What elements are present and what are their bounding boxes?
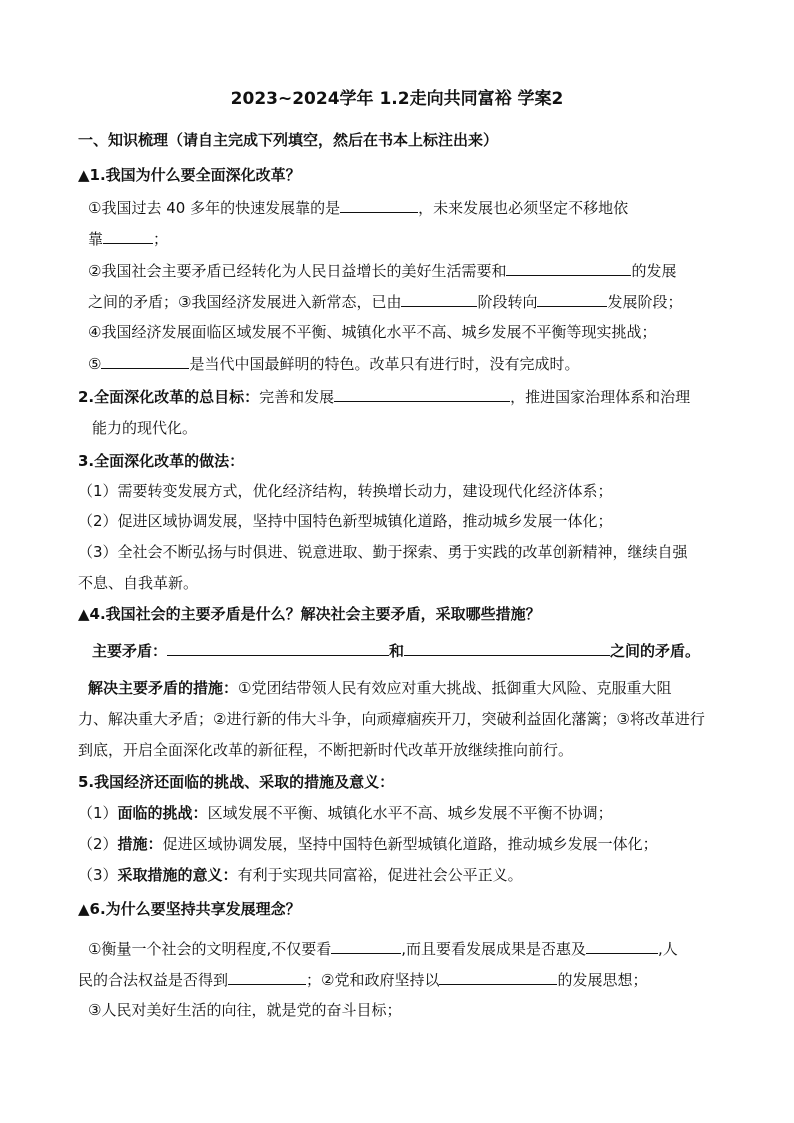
page-title: 2023~2024学年 1.2走向共同富裕 学案2 bbox=[230, 89, 564, 109]
fill-blank[interactable] bbox=[340, 197, 418, 213]
q1-line-4: 之间的矛盾；③我国经济发展进入新常态，已由 阶段转向 发展阶段； bbox=[88, 293, 683, 311]
q4-measures-line-1: 解决主要矛盾的措施：①党团结带领人民有效应对重大挑战、抵御重大风险、克服重大阻 bbox=[88, 679, 672, 697]
fill-blank[interactable] bbox=[334, 386, 510, 402]
q3-item-1: （1）需要转变发展方式，优化经济结构，转换增长动力，建设现代化经济体系； bbox=[78, 482, 613, 500]
q1-line-3: ②我国社会主要矛盾已经转化为人民日益增长的美好生活需要和 的发展 bbox=[88, 262, 677, 280]
q1-line-2: 靠 ； bbox=[88, 230, 169, 248]
q1-line-6: ⑤ 是当代中国最鲜明的特色。改革只有进行时，没有完成时。 bbox=[88, 355, 580, 373]
section-heading: 一、知识梳理（请自主完成下列填空，然后在书本上标注出来） bbox=[78, 131, 499, 149]
q3-item-3-cont: 不息、自我革新。 bbox=[78, 574, 199, 592]
question-5-heading: 5.我国经济还面临的挑战、采取的措施及意义： bbox=[78, 773, 395, 791]
fill-blank[interactable] bbox=[101, 353, 189, 369]
fill-blank[interactable] bbox=[537, 291, 607, 307]
fill-blank[interactable] bbox=[167, 640, 389, 656]
q6-line-3: ③人民对美好生活的向往，就是党的奋斗目标； bbox=[88, 1001, 402, 1019]
q6-line-2: 民的合法权益是否得到 ；②党和政府坚持以 的发展思想； bbox=[78, 971, 648, 989]
question-1-heading: ▲1.我国为什么要全面深化改革？ bbox=[78, 166, 301, 184]
fill-blank[interactable] bbox=[439, 969, 557, 985]
question-2: 2.全面深化改革的总目标：完善和发展 ，推进国家治理体系和治理 bbox=[78, 388, 691, 406]
q1-line-5: ④我国经济发展面临区域发展不平衡、城镇化水平不高、城乡发展不平衡等现实挑战； bbox=[88, 323, 657, 341]
q5-item-2: （2）措施：促进区域协调发展，坚持中国特色新型城镇化道路，推动城乡发展一体化； bbox=[78, 835, 658, 853]
q2-line-2: 能力的现代化。 bbox=[92, 419, 198, 437]
fill-blank[interactable] bbox=[228, 969, 306, 985]
q6-line-1: ①衡量一个社会的文明程度,不仅要看 ,而且要看发展成果是否惠及 ,人 bbox=[88, 940, 678, 958]
q5-item-1: （1）面临的挑战：区域发展不平衡、城镇化水平不高、城乡发展不平衡不协调； bbox=[78, 804, 613, 822]
q4-measures-line-3: 到底，开启全面深化改革的新征程，不断把新时代改革开放继续推向前行。 bbox=[78, 741, 574, 759]
q3-item-2: （2）促进区域协调发展，坚持中国特色新型城镇化道路，推动城乡发展一体化； bbox=[78, 512, 613, 530]
q4-measures-line-2: 力、解决重大矛盾；②进行新的伟大斗争，向顽瘴痼疾开刀，突破利益固化藩篱；③将改革进行 bbox=[78, 710, 705, 728]
fill-blank[interactable] bbox=[404, 640, 610, 656]
fill-blank[interactable] bbox=[331, 938, 401, 954]
fill-blank[interactable] bbox=[586, 938, 658, 954]
question-3-heading: 3.全面深化改革的做法： bbox=[78, 452, 245, 470]
q5-item-3: （3）采取措施的意义：有利于实现共同富裕，促进社会公平正义。 bbox=[78, 866, 523, 884]
question-4-heading: ▲4.我国社会的主要矛盾是什么？解决社会主要矛盾，采取哪些措施？ bbox=[78, 605, 541, 623]
question-6-heading: ▲6.为什么要坚持共享发展理念？ bbox=[78, 900, 301, 918]
fill-blank[interactable] bbox=[103, 228, 153, 244]
fill-blank[interactable] bbox=[506, 260, 631, 276]
q4-main-contradiction: 主要矛盾： 和 之间的矛盾。 bbox=[92, 642, 701, 660]
fill-blank[interactable] bbox=[401, 291, 477, 307]
q3-item-3: （3）全社会不断弘扬与时俱进、锐意进取、勤于探索、勇于实践的改革创新精神，继续自强 bbox=[78, 543, 688, 561]
q1-line-1: ①我国过去 40 多年的快速发展靠的是 ，未来发展也必须坚定不移地依 bbox=[88, 199, 629, 217]
